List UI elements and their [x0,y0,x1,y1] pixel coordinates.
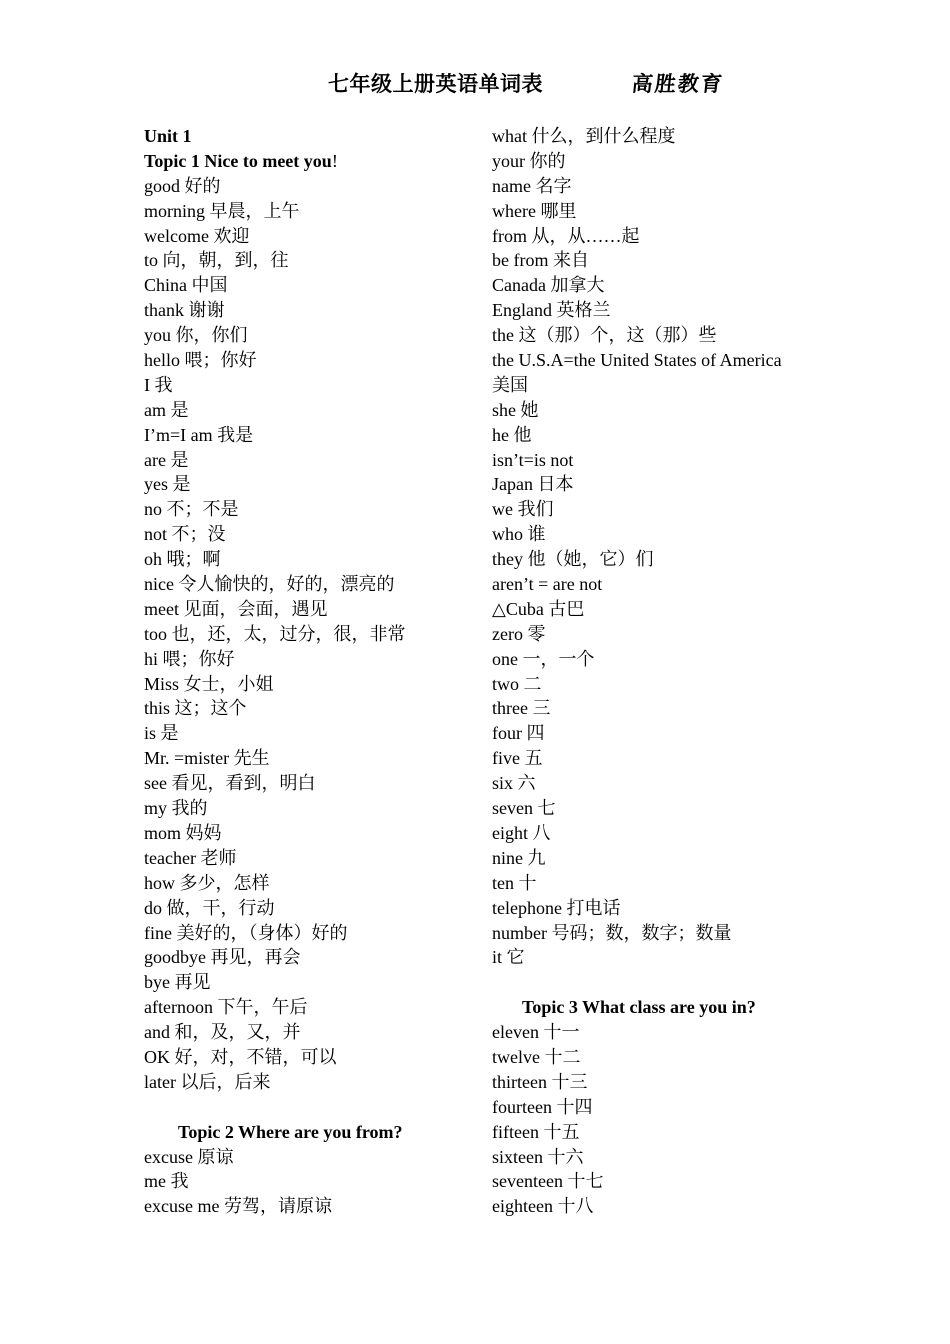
vocab-entry: six 六 [492,773,536,794]
vocab-entry: how 多少，怎样 [144,872,270,893]
vocab-entry: four 四 [492,723,545,744]
vocab-entry: hi 喂；你好 [144,648,235,669]
vocab-entry: it 它 [492,947,525,968]
left-word-list-1 [144,174,474,1095]
vocab-entry: yes 是 [144,474,191,495]
left-word-list-2 [144,1145,474,1220]
vocab-entry: this 这；这个 [144,698,247,719]
topic1-heading [144,149,474,174]
vocab-entry: where 哪里 [492,200,577,221]
vocab-entry: what 什么，到什么程度 [492,126,676,146]
right-column [492,124,822,1219]
vocab-entry: am 是 [144,399,189,420]
vocab-entry: name 名字 [492,175,572,196]
vocab-entry: number 号码；数，数字；数量 [492,922,732,943]
vocab-entry: eight 八 [492,822,551,843]
vocab-entry: seventeen 十七 [492,1171,604,1192]
page-title: 七年级上册英语单词表 [328,72,543,96]
vocab-entry: two 二 [492,673,542,694]
vocab-entry: isn’t=is not [492,449,574,470]
brand-logo-text: 高胜教育 [630,72,726,96]
vocab-entry: the U.S.A=the United States of America [492,350,782,371]
vocab-entry: excuse 原谅 [144,1146,234,1167]
topic2-heading: Topic 2 Where are you from? [178,1121,403,1142]
vocab-entry: China 中国 [144,275,228,296]
vocab-entry: OK 好，对，不错，可以 [144,1046,337,1067]
vocab-entry: good 好的 [144,175,221,196]
vocab-entry: me 我 [144,1171,189,1192]
vocab-entry: my 我的 [144,798,208,819]
vocab-entry: see 看见，看到，明白 [144,773,316,794]
spacer [144,1095,474,1120]
vocab-entry: nine 九 [492,847,546,868]
right-word-list-2 [492,1020,822,1219]
unit-heading: Unit 1 [144,126,192,146]
vocab-entry: and 和，及，又，并 [144,1022,301,1043]
vocab-entry: do 做，干，行动 [144,897,275,918]
topic1-punct: ! [331,150,338,171]
vocab-entry: be from 来自 [492,250,589,271]
vocab-entry: thirteen 十三 [492,1071,588,1092]
vocab-entry: Canada 加拿大 [492,275,605,296]
vocab-entry: sixteen 十六 [492,1146,584,1167]
vocab-entry: later 以后，后来 [144,1071,271,1092]
vocab-entry: are 是 [144,449,189,470]
vocab-entry: we 我们 [492,499,554,520]
vocab-entry: teacher 老师 [144,847,237,868]
vocab-entry: seven 七 [492,798,556,819]
left-column [144,124,474,1219]
topic3-heading: Topic 3 What class are you in? [522,997,756,1018]
topic1-title: Topic 1 Nice to meet you [144,150,332,171]
vocab-entry: fifteen 十五 [492,1121,580,1142]
vocab-entry: aren’t = are not [492,574,603,595]
vocab-entry: England 英格兰 [492,300,611,321]
vocab-entry: △Cuba 古巴 [492,598,585,619]
vocab-entry: I 我 [144,374,173,395]
vocab-entry: Mr. =mister 先生 [144,748,270,769]
vocab-entry: five 五 [492,748,543,769]
vocab-entry: you 你，你们 [144,325,248,346]
vocab-entry: to 向，朝，到，往 [144,250,289,271]
vocab-entry: I’m=I am 我是 [144,424,254,445]
vocab-entry: excuse me 劳驾，请原谅 [144,1196,332,1217]
vocab-entry: ten 十 [492,872,537,893]
vocab-entry: nice 令人愉快的，好的，漂亮的 [144,574,395,595]
vocab-entry: is 是 [144,723,179,744]
vocab-entry: Miss 女士，小姐 [144,673,274,694]
vocab-entry: Japan 日本 [492,474,574,495]
vocab-entry: mom 妈妈 [144,822,222,843]
vocab-entry: morning 早晨，上午 [144,200,300,221]
vocab-entry: oh 哦；啊 [144,549,221,570]
vocab-entry: zero 零 [492,623,546,644]
vocab-entry: goodbye 再见，再会 [144,947,301,968]
spacer [492,970,822,995]
vocab-entry: thank 谢谢 [144,300,225,321]
vocab-entry: three 三 [492,698,551,719]
vocab-entry: they 他（她，它）们 [492,549,654,570]
vocab-entry: she 她 [492,399,539,420]
vocab-entry: too 也，还，太，过分，很，非常 [144,623,406,644]
vocab-entry: hello 喂；你好 [144,350,257,371]
vocab-entry: from 从，从……起 [492,225,640,246]
vocab-entry: fourteen 十四 [492,1096,593,1117]
vocab-entry: your 你的 [492,150,566,171]
vocab-entry: the 这（那）个，这（那）些 [492,325,717,346]
vocab-entry: welcome 欢迎 [144,225,250,246]
vocab-entry: fine 美好的，（身体）好的 [144,922,348,943]
right-word-list-1 [492,124,822,970]
vocab-entry: one 一，一个 [492,648,595,669]
vocab-entry: who 谁 [492,524,546,545]
vocab-entry: eighteen 十八 [492,1196,594,1217]
vocab-entry: bye 再见 [144,972,211,993]
vocab-entry: he 他 [492,424,532,445]
vocab-entry: no 不；不是 [144,499,239,520]
vocab-entry: not 不；没 [144,524,226,545]
vocab-entry: afternoon 下午，午后 [144,997,308,1018]
vocab-entry: telephone 打电话 [492,897,621,918]
vocab-entry: 美国 [492,374,528,395]
vocab-entry: meet 见面，会面，遇见 [144,598,328,619]
vocab-entry: eleven 十一 [492,1022,580,1043]
vocab-entry: twelve 十二 [492,1046,581,1067]
